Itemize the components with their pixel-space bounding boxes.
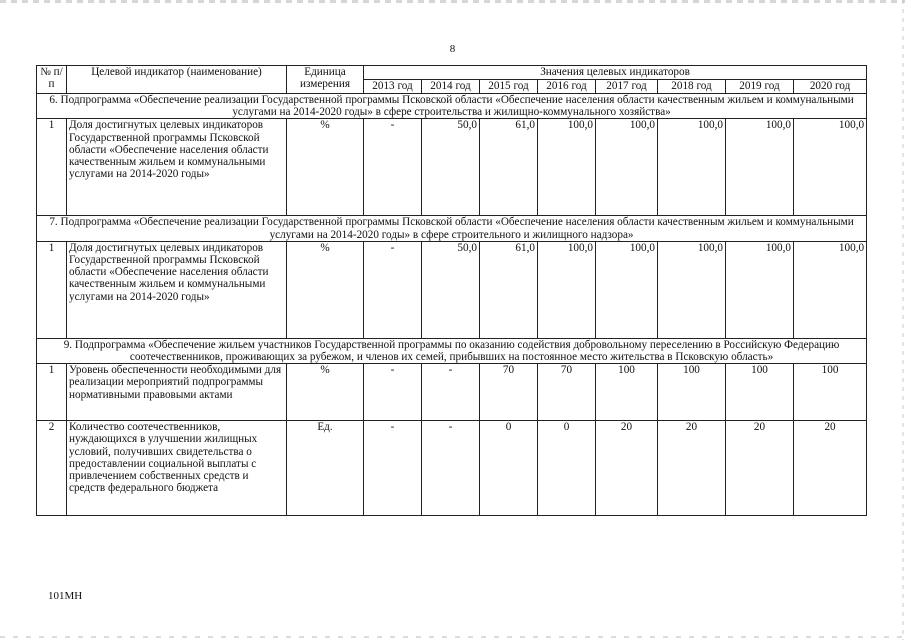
value-cell: 50,0 <box>422 241 480 338</box>
scan-edge-top <box>0 0 905 3</box>
value-cell: 20 <box>658 421 726 516</box>
indicators-table <box>36 65 867 516</box>
value-cell: 100,0 <box>538 119 596 216</box>
unit-cell: Ед. <box>287 421 364 516</box>
value-cell: 20 <box>794 421 867 516</box>
value-cell: 50,0 <box>422 119 480 216</box>
value-cell: 0 <box>480 421 538 516</box>
value-cell: 100,0 <box>596 241 658 338</box>
page-number: 8 <box>449 43 456 55</box>
row-number: 1 <box>37 364 67 421</box>
header-year: 2017 год <box>596 80 658 94</box>
section-row <box>37 216 867 241</box>
header-year: 2019 год <box>726 80 794 94</box>
value-cell: - <box>364 119 422 216</box>
value-cell: 100 <box>596 364 658 421</box>
indicator-name: Доля достигнутых целевых индикаторов Государственной программы Псковской области «Обеспечение населения области качественным жильем и коммунальными услугами на 2014-2020 годы» <box>67 241 287 338</box>
value-cell: 100,0 <box>794 119 867 216</box>
scan-edge-right <box>902 0 904 640</box>
value-cell: 100,0 <box>726 241 794 338</box>
table-row <box>37 364 867 421</box>
unit-cell: % <box>287 119 364 216</box>
indicator-name: Уровень обеспеченности необходимыми для реализации мероприятий подпрограммы нормативными правовыми актами <box>67 364 287 421</box>
value-cell: 70 <box>538 364 596 421</box>
header-num: № п/п <box>37 66 67 94</box>
header-year: 2013 год <box>364 80 422 94</box>
value-cell: 100 <box>726 364 794 421</box>
value-cell: 100,0 <box>596 119 658 216</box>
section-title: 9. Подпрограмма «Обеспечение жильем участников Государственной программы по оказанию содействия добровольному переселению в Российскую Федерацию соотечественников, проживающих за рубежом, и членов их семей, прибывших на постоянное место жительства в Псковскую область» <box>37 338 867 363</box>
header-year: 2015 год <box>480 80 538 94</box>
table-row <box>37 241 867 338</box>
value-cell: 100 <box>794 364 867 421</box>
scan-edge-bottom <box>0 636 905 638</box>
table-row <box>37 119 867 216</box>
unit-cell: % <box>287 241 364 338</box>
header-year: 2020 год <box>794 80 867 94</box>
row-number: 2 <box>37 421 67 516</box>
value-cell: 61,0 <box>480 119 538 216</box>
value-cell: - <box>422 364 480 421</box>
header-year: 2014 год <box>422 80 480 94</box>
indicator-name: Доля достигнутых целевых индикаторов Государственной программы Псковской области «Обеспечение населения области качественным жильем и коммунальными услугами на 2014-2020 годы» <box>67 119 287 216</box>
row-number: 1 <box>37 119 67 216</box>
header-year: 2018 год <box>658 80 726 94</box>
value-cell: - <box>364 241 422 338</box>
header-unit: Единица измерения <box>287 66 364 94</box>
footer-code: 101МН <box>48 590 83 602</box>
value-cell: 61,0 <box>480 241 538 338</box>
section-row <box>37 94 867 119</box>
value-cell: 20 <box>596 421 658 516</box>
value-cell: 100,0 <box>726 119 794 216</box>
value-cell: 100,0 <box>658 241 726 338</box>
value-cell: 100,0 <box>538 241 596 338</box>
value-cell: 0 <box>538 421 596 516</box>
header-row-top <box>37 66 867 80</box>
indicator-name: Количество соотечественников, нуждающихся в улучшении жилищных условий, получивших свидетельства о предоставлении социальной выплаты с привлечением собственных средств и средств федерального бюджета <box>67 421 287 516</box>
section-row <box>37 338 867 363</box>
value-cell: 20 <box>726 421 794 516</box>
header-values: Значения целевых индикаторов <box>364 66 867 80</box>
section-title: 6. Подпрограмма «Обеспечение реализации Государственной программы Псковской области «Обеспечение населения области качественным жильем и коммунальными услугами на 2014-2020 годы» в сфере строительства и жилищно-коммунального хозяйства» <box>37 94 867 119</box>
header-year: 2016 год <box>538 80 596 94</box>
value-cell: 100,0 <box>658 119 726 216</box>
value-cell: - <box>422 421 480 516</box>
table-row <box>37 421 867 516</box>
value-cell: - <box>364 421 422 516</box>
section-title: 7. Подпрограмма «Обеспечение реализации Государственной программы Псковской области «Обеспечение населения области качественным жильем и коммунальными услугами на 2014-2020 годы» в сфере строительного и жилищного надзора» <box>37 216 867 241</box>
value-cell: 100,0 <box>794 241 867 338</box>
header-name: Целевой индикатор (наименование) <box>67 66 287 94</box>
value-cell: 100 <box>658 364 726 421</box>
value-cell: - <box>364 364 422 421</box>
unit-cell: % <box>287 364 364 421</box>
row-number: 1 <box>37 241 67 338</box>
value-cell: 70 <box>480 364 538 421</box>
